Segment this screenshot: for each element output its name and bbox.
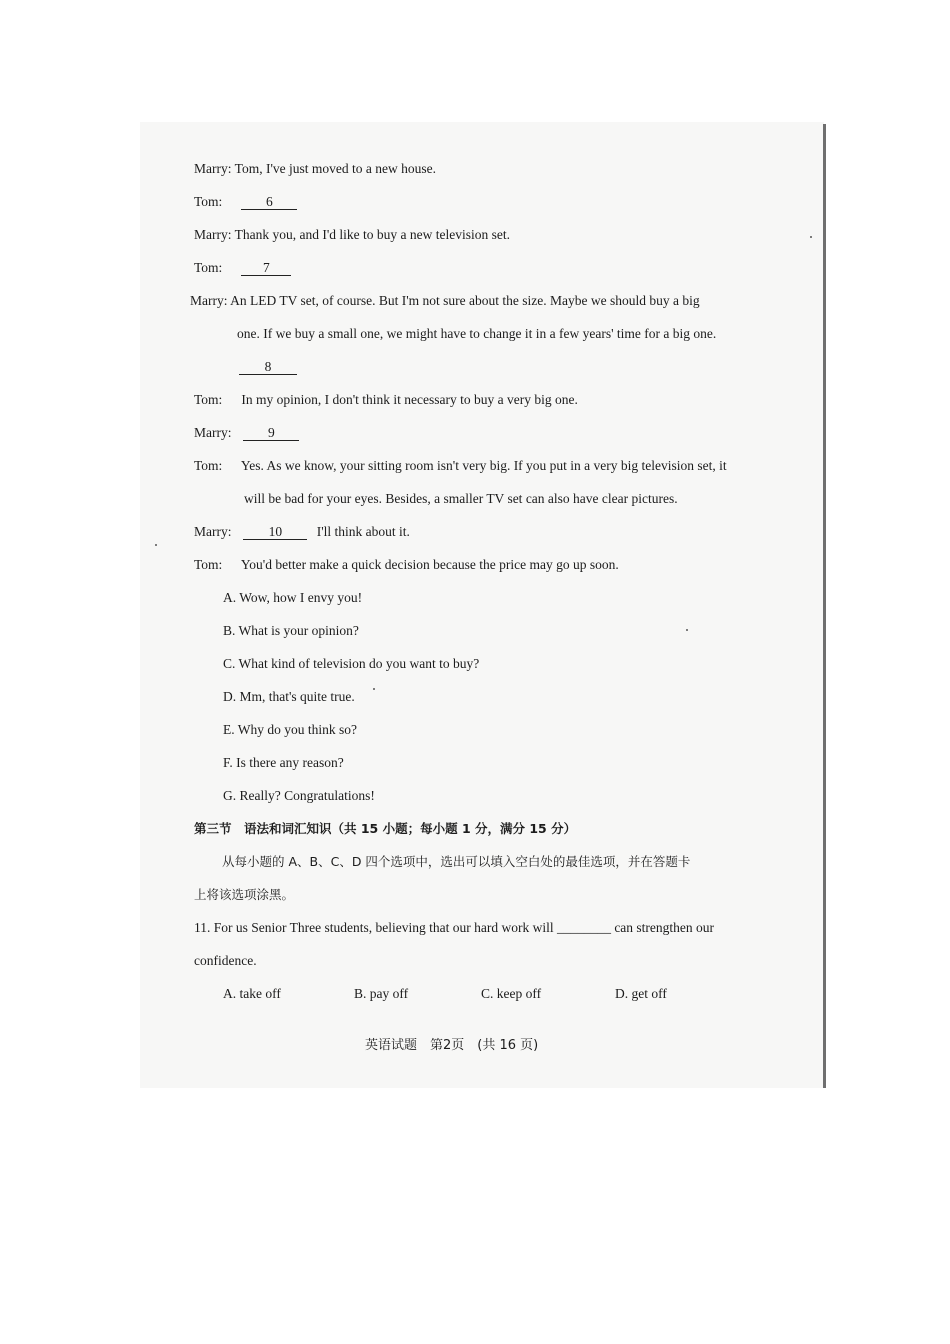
choice-c: C. keep off bbox=[481, 986, 542, 1001]
dialogue-text: An LED TV set, of course. But I'm not sure about the size. Maybe we should buy a big bbox=[230, 293, 700, 308]
speaker: Marry: bbox=[194, 425, 232, 440]
option-item: B. What is your opinion? bbox=[223, 623, 359, 638]
dialogue-line bbox=[194, 557, 619, 573]
answer-blank: 8 bbox=[239, 360, 297, 375]
dialogue-line bbox=[194, 524, 410, 540]
choice-b: B. pay off bbox=[354, 986, 409, 1001]
answer-blank: 10 bbox=[243, 525, 307, 540]
dialogue-continuation: will be bad for your eyes. Besides, a smaller TV set can also have clear pictures. bbox=[244, 491, 678, 506]
dialogue-line bbox=[194, 227, 510, 243]
speaker: Tom: bbox=[194, 458, 223, 473]
speaker: Marry: bbox=[194, 161, 232, 176]
speaker: Marry: bbox=[194, 524, 232, 539]
dialogue-text: Yes. As we know, your sitting room isn't very big. If you put in a very big television set, it bbox=[240, 458, 727, 473]
dialogue-continuation: one. If we buy a small one, we might have to change it in a few years' time for a big one. bbox=[237, 326, 717, 341]
dialogue-text: In my opinion, I don't think it necessary to buy a very big one. bbox=[241, 392, 578, 407]
dialogue-line bbox=[194, 260, 291, 276]
option-item: A. Wow, how I envy you! bbox=[223, 590, 363, 605]
question-stem: 11. For us Senior Three students, believing that our hard work will ________ can strengthen our bbox=[194, 920, 715, 935]
answer-blank: 6 bbox=[241, 195, 297, 210]
dialogue-line bbox=[194, 161, 436, 177]
choice-d: D. get off bbox=[615, 986, 667, 1001]
choice-a: A. take off bbox=[223, 986, 281, 1001]
scan-speck bbox=[155, 544, 157, 546]
speaker: Tom: bbox=[194, 392, 223, 407]
dialogue-line bbox=[194, 425, 299, 441]
dialogue-text: I'll think about it. bbox=[316, 524, 410, 539]
scan-speck bbox=[373, 688, 375, 690]
dialogue-line bbox=[194, 194, 297, 210]
dialogue-line bbox=[190, 293, 700, 309]
dialogue-text: You'd better make a quick decision because the price may go up soon. bbox=[240, 557, 619, 572]
section-instruction: 上将该选项涂黑。 bbox=[194, 887, 295, 902]
speaker: Tom: bbox=[194, 260, 223, 275]
scan-speck bbox=[686, 629, 688, 631]
page-footer: 英语试题 第2页 (共 16 页) bbox=[365, 1038, 539, 1053]
option-item: G. Really? Congratulations! bbox=[223, 788, 375, 803]
scan-edge-line bbox=[823, 124, 826, 1088]
speaker: Marry: bbox=[190, 293, 228, 308]
answer-blank: 7 bbox=[241, 261, 291, 276]
option-item: C. What kind of television do you want to buy? bbox=[223, 656, 480, 671]
dialogue-line bbox=[194, 458, 727, 474]
speaker: Tom: bbox=[194, 194, 223, 209]
section-heading: 第三节 语法和词汇知识（共 15 小题；每小题 1 分，满分 15 分） bbox=[194, 821, 577, 836]
speaker: Marry: bbox=[194, 227, 232, 242]
option-item: E. Why do you think so? bbox=[223, 722, 357, 737]
option-item: D. Mm, that's quite true. bbox=[223, 689, 355, 704]
dialogue-text: Thank you, and I'd like to buy a new television set. bbox=[234, 227, 511, 242]
dialogue-text: Tom, I've just moved to a new house. bbox=[234, 161, 436, 176]
dialogue-line bbox=[239, 359, 297, 375]
speaker: Tom: bbox=[194, 557, 223, 572]
scan-speck bbox=[810, 236, 812, 238]
answer-blank: 9 bbox=[243, 426, 299, 441]
question-stem: confidence. bbox=[194, 953, 257, 968]
option-item: F. Is there any reason? bbox=[223, 755, 344, 770]
section-instruction: 从每小题的 A、B、C、D 四个选项中，选出可以填入空白处的最佳选项，并在答题卡 bbox=[222, 854, 691, 869]
dialogue-line bbox=[194, 392, 578, 408]
